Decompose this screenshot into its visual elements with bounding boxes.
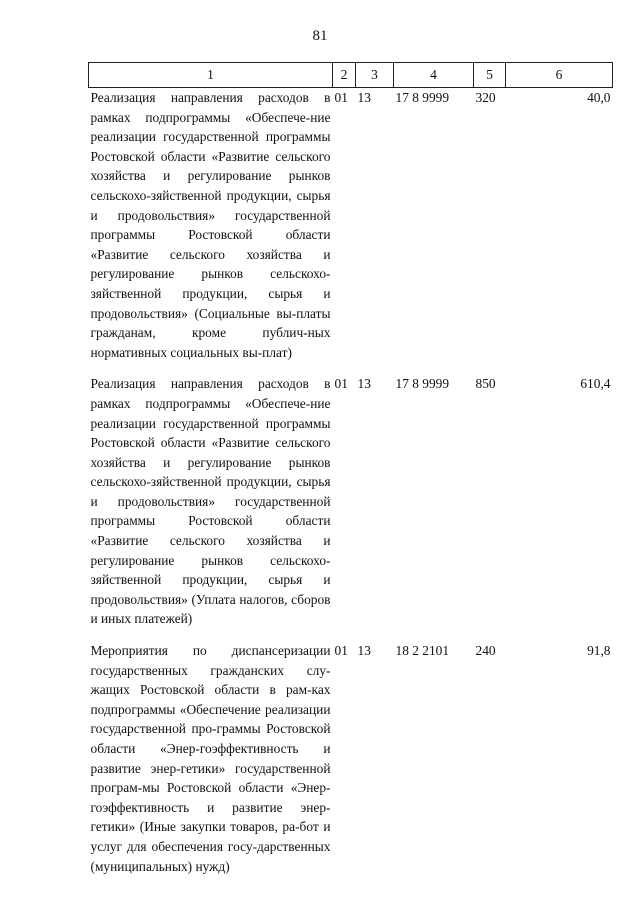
budget-table <box>88 62 613 888</box>
row-description: Реализация направления расходов в рамках подпрограммы «Обеспече-ние реализации государственной программы Ростовской области «Развитие сельского хозяйства и регулирование рынков сельскохо-зяйственной продукции, сырья и продовольствия» государственной программы Ростовской области «Развитие сельского хозяйства и регулирование рынков сельскохо-зяйственной продукции, сырья и продовольствия» (Уплата налогов, сборов и иных платежей) <box>90 376 331 627</box>
row-subsection: 13 <box>357 643 371 659</box>
row-expense-type: 240 <box>475 643 496 659</box>
header-col-1: 1 <box>89 63 333 88</box>
row-description: Реализация направления расходов в рамках подпрограммы «Обеспече-ние реализации государственной программы Ростовской области «Развитие сельского хозяйства и регулирование рынков сельскохо-зяйственной продукции, сырья и продовольствия» государственной программы Ростовской области «Развитие сельского хозяйства и регулирование рынков сельскохо-зяйственной продукции, сырья и продовольствия» (Социальные вы-платы гражданам, кроме публич-ных нормативных социальных вы-плат) <box>90 90 331 360</box>
header-col-5: 5 <box>474 63 506 88</box>
header-col-3: 3 <box>356 63 394 88</box>
header-col-2: 2 <box>333 63 356 88</box>
table-row <box>89 374 613 641</box>
table-row <box>89 641 613 888</box>
row-expense-type: 320 <box>475 90 496 105</box>
row-target-article: 18 2 2101 <box>395 643 450 659</box>
row-expense-type: 850 <box>475 376 496 392</box>
row-section: 01 <box>334 90 348 105</box>
row-subsection: 13 <box>357 376 371 392</box>
header-col-6: 6 <box>506 63 613 88</box>
row-amount: 610,4 <box>580 376 611 392</box>
row-target-article: 17 8 9999 <box>395 90 450 105</box>
table-row <box>89 88 613 375</box>
table-header-row <box>89 63 613 88</box>
row-section: 01 <box>334 643 348 659</box>
header-col-4: 4 <box>394 63 474 88</box>
row-amount: 91,8 <box>587 643 611 659</box>
row-target-article: 17 8 9999 <box>395 376 450 392</box>
row-amount: 40,0 <box>587 90 611 105</box>
row-section: 01 <box>334 376 348 392</box>
row-description: Мероприятия по диспансеризации государственных гражданских слу-жащих Ростовской области в рам-ках подпрограммы «Обеспечение реализации государственной про-граммы Ростовской области «Энер-гоэффективность и развитие энер-гетики» государственной програм-мы Ростовской области «Энер-гоэффективность и развитие энер-гетики» (Иные закупки товаров, ра-бот и услуг для обеспечения госу-дарственных (муниципальных) нужд) <box>90 643 331 874</box>
page-number: 81 <box>312 28 328 44</box>
row-subsection: 13 <box>357 90 371 105</box>
